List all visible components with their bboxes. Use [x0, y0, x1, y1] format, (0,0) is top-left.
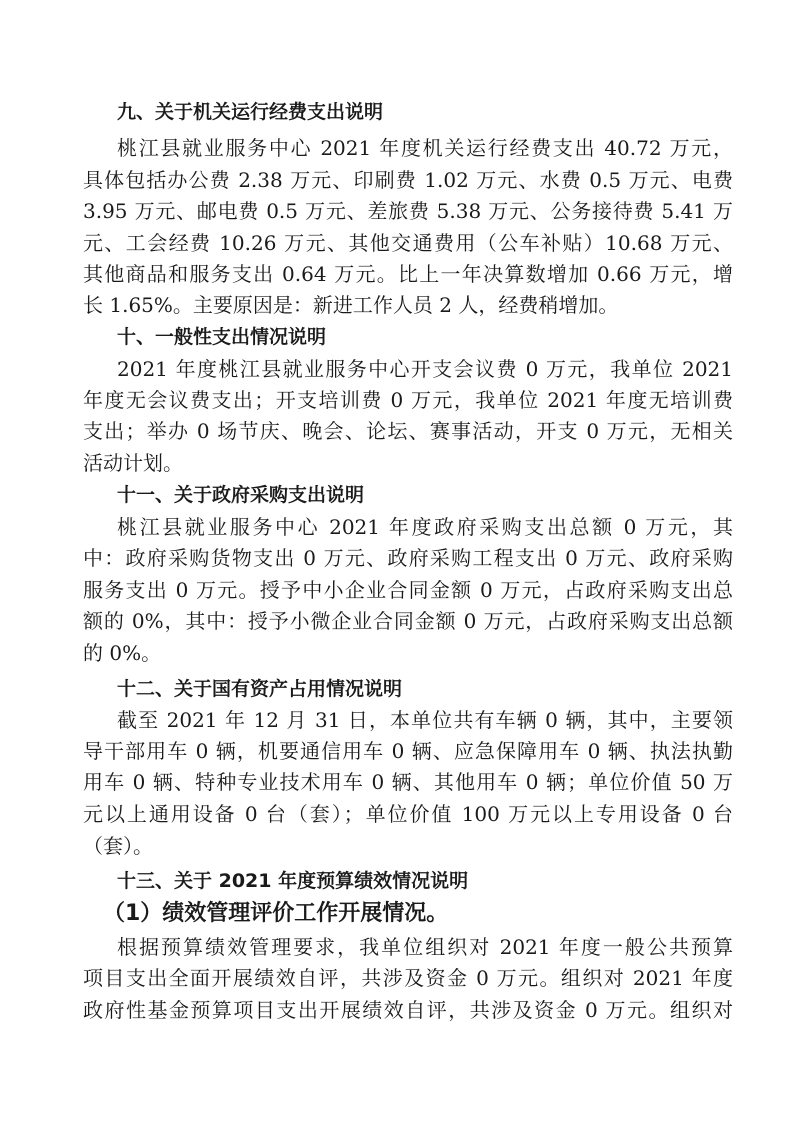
paragraph-line: 导干部用车 0 辆，机要通信用车 0 辆、应急保障用车 0 辆、执法执勤: [83, 739, 733, 763]
paragraph-line: 政府性基金预算项目支出开展绩效自评，共涉及资金 0 万元。组织对: [83, 998, 733, 1022]
paragraph-line: 支出；举办 0 场节庆、晚会、论坛、赛事活动，开支 0 万元，无相关: [83, 419, 733, 443]
paragraph-line: 中：政府采购货物支出 0 万元、政府采购工程支出 0 万元、政府采购: [83, 546, 733, 570]
section-heading: 十三、关于 2021 年度预算绩效情况说明: [117, 870, 469, 892]
section-heading: 十、一般性支出情况说明: [117, 326, 327, 348]
paragraph-line: 用车 0 辆、特种专业技术用车 0 辆、其他用车 0 辆；单位价值 50 万: [83, 770, 733, 794]
paragraph-line: 其他商品和服务支出 0.64 万元。比上一年决算数增加 0.66 万元，增: [83, 262, 733, 286]
section-heading: 十二、关于国有资产占用情况说明: [117, 678, 403, 700]
paragraph-line: （套）。: [83, 834, 153, 858]
paragraph-line: 具体包括办公费 2.38 万元、印刷费 1.02 万元、水费 0.5 万元、电费: [83, 168, 733, 192]
paragraph-line: 的 0%。: [83, 641, 162, 665]
paragraph-line: 长 1.65%。主要原因是：新进工作人员 2 人，经费稍增加。: [83, 293, 619, 317]
paragraph-line: 额的 0%，其中：授予小微企业合同金额 0 万元，占政府采购支出总额: [83, 609, 733, 633]
paragraph-line: 年度无会议费支出；开支培训费 0 万元，我单位 2021 年度无培训费: [83, 388, 733, 412]
section-subheading: （1）绩效管理评价工作开展情况。: [103, 901, 449, 926]
paragraph-line: 截至 2021 年 12 月 31 日，本单位共有车辆 0 辆，其中，主要领: [117, 708, 733, 732]
paragraph-line: 元以上通用设备 0 台（套）；单位价值 100 万元以上专用设备 0 台: [83, 802, 733, 826]
paragraph-line: 元、工会经费 10.26 万元、其他交通费用（公车补贴）10.68 万元、: [83, 231, 733, 255]
paragraph-line: 3.95 万元、邮电费 0.5 万元、差旅费 5.38 万元、公务接待费 5.41 万: [83, 199, 733, 223]
paragraph-line: 活动计划。: [83, 451, 183, 475]
section-heading: 九、关于机关运行经费支出说明: [117, 101, 384, 123]
paragraph-line: 项目支出全面开展绩效自评，共涉及资金 0 万元。组织对 2021 年度: [83, 966, 733, 990]
paragraph-line: 根据预算绩效管理要求，我单位组织对 2021 年度一般公共预算: [117, 935, 733, 959]
paragraph-line: 桃江县就业服务中心 2021 年度政府采购支出总额 0 万元，其: [117, 515, 733, 539]
paragraph-line: 桃江县就业服务中心 2021 年度机关运行经费支出 40.72 万元，: [117, 136, 733, 160]
paragraph-line: 2021 年度桃江县就业服务中心开支会议费 0 万元，我单位 2021: [117, 357, 733, 381]
paragraph-line: 服务支出 0 万元。授予中小企业合同金额 0 万元，占政府采购支出总: [83, 578, 733, 602]
section-heading: 十一、关于政府采购支出说明: [117, 484, 365, 506]
